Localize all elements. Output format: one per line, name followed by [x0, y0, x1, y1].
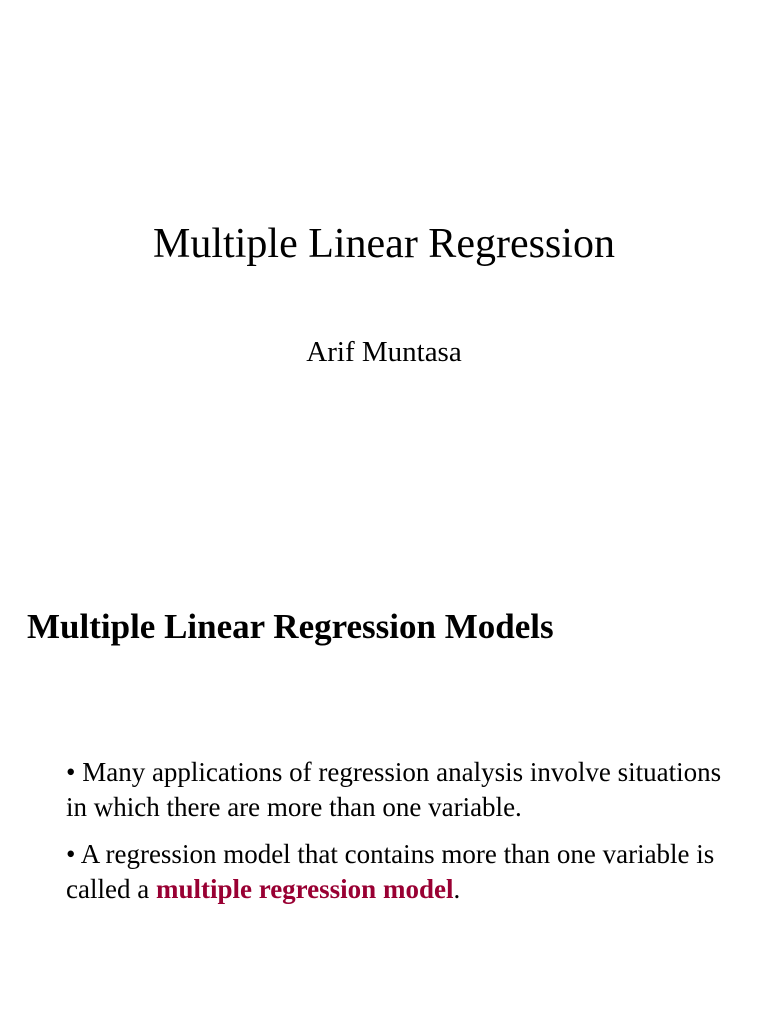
- slide-title: Multiple Linear Regression: [153, 221, 615, 267]
- bullet-marker: •: [66, 757, 76, 787]
- content-slide: [0, 512, 768, 1024]
- bullet-marker: •: [66, 839, 76, 869]
- bullet-text: A regression model that contains more than one variable is called a: [66, 839, 715, 904]
- bullet-text-end: .: [453, 874, 461, 904]
- bullet-item: [66, 837, 746, 907]
- bullet-text: Many applications of regression analysis involve situations in which there are more than one variable.: [66, 757, 722, 822]
- slide-heading: Multiple Linear Regression Models: [27, 607, 554, 646]
- author-name: Arif Muntasa: [306, 336, 462, 368]
- bullet-item: [66, 755, 746, 825]
- emphasized-term: multiple regression model: [155, 874, 454, 904]
- bullet-list: [66, 755, 746, 919]
